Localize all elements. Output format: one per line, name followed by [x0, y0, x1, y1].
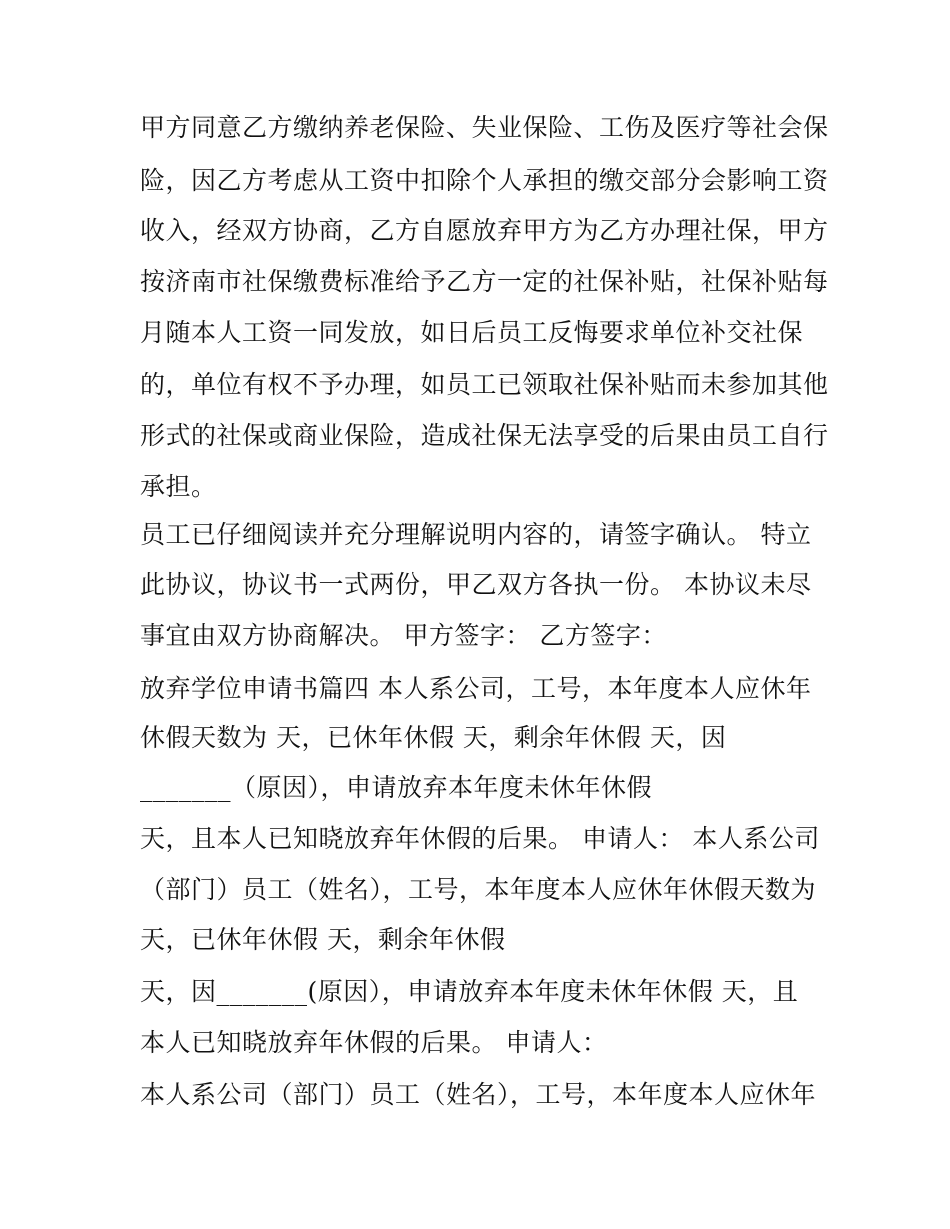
text-line: 承担。	[140, 472, 217, 501]
text-line: 员工已仔细阅读并充分理解说明内容的，请签字确认。 特立	[140, 520, 812, 549]
text-line: _______（原因），申请放弃本年度未休年休假	[140, 773, 653, 802]
text-line: （部门）员工（姓名），工号，本年度本人应休年休假天数为	[140, 875, 817, 904]
text-line: 天，已休年休假 天，剩余年休假	[140, 925, 506, 954]
text-line: 休假天数为 天，已休年休假 天，剩余年休假 天，因	[140, 723, 727, 752]
text-line: 按济南市社保缴费标准给予乙方一定的社保补贴，社保补贴每	[140, 267, 829, 296]
text-line: 甲方同意乙方缴纳养老保险、失业保险、工伤及医疗等社会保	[140, 113, 829, 142]
text-line: 天，且本人已知晓放弃年休假的后果。 申请人： 本人系公司	[140, 824, 820, 853]
text-line: 天，因_______(原因），申请放弃本年度未休年休假 天，且	[140, 977, 799, 1006]
text-line: 收入，经双方协商，乙方自愿放弃甲方为乙方办理社保，甲方	[140, 216, 829, 245]
text-line: 险，因乙方考虑从工资中扣除个人承担的缴交部分会影响工资	[140, 166, 829, 195]
text-line: 本人已知晓放弃年休假的后果。 申请人：	[140, 1028, 608, 1057]
text-line: 形式的社保或商业保险，造成社保无法享受的后果由员工自行	[140, 421, 829, 450]
text-line: 的，单位有权不予办理，如员工已领取社保补贴而未参加其他	[140, 370, 829, 399]
text-line: 事宜由双方协商解决。 甲方签字： 乙方签字：	[140, 621, 667, 650]
text-line: 月随本人工资一同发放，如日后员工反悔要求单位补交社保	[140, 318, 804, 347]
text-line: 此协议，协议书一式两份，甲乙双方各执一份。 本协议未尽	[140, 570, 812, 599]
text-line: 本人系公司（部门）员工（姓名），工号，本年度本人应休年	[140, 1080, 817, 1109]
text-line: 放弃学位申请书篇四 本人系公司，工号，本年度本人应休年	[140, 674, 812, 703]
